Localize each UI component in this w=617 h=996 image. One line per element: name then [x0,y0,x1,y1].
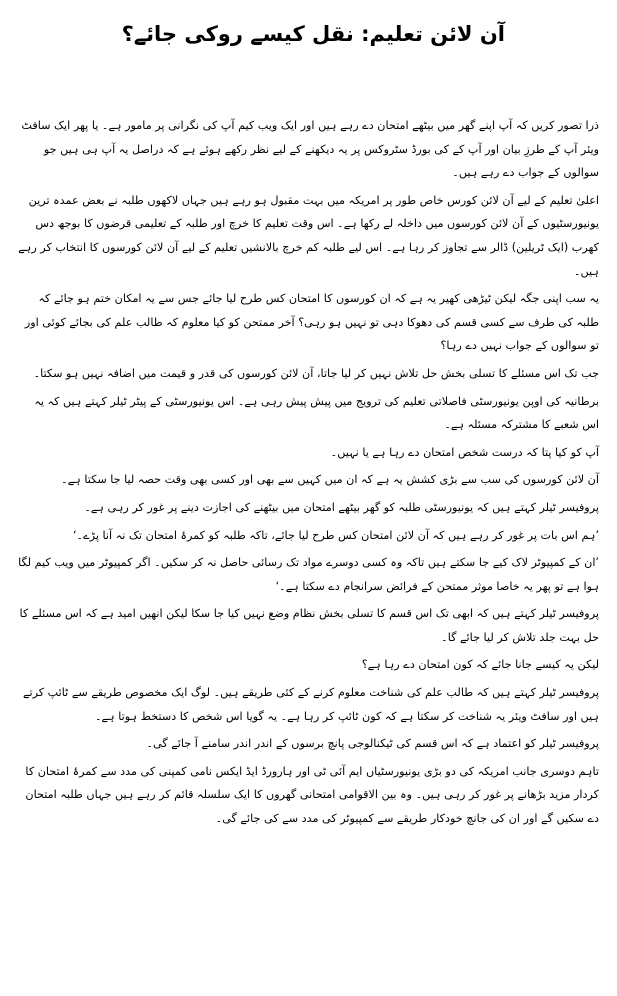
paragraph-12: لیکن یہ کیسے جانا جائے کہ کون امتحان دے رہا ہے؟ [361,658,599,672]
paragraph-13: پروفیسر ٹیلر کہتے ہیں کہ طالب علم کی شناخت معلوم کرنے کے کئی طریقے ہیں۔ لوگ ایک مخصوص طریقے سے ٹائپ کرتے ہیں اور سافٹ ویئر یہ شناخت کر سکتا ہے کہ کون ٹائپ کر رہا ہے۔ یہ گویا اس شخص کا دستخط ہوتا ہے۔ [22,686,599,723]
paragraph-2: اعلیٰ تعلیم کے لیے آن لائن کورس خاص طور پر امریکہ میں بہت مقبول ہو رہے ہیں جہاں لاکھوں طلبہ نے بعض عمدہ ترین یونیورسٹیوں کے آن لائن کورسوں میں داخلہ لے رکھا ہے۔ اس وقت تعلیم کا خرچ اور طلبہ کے تعلیمی قرضوں کا بوجھ دس کھرب (ایک ٹریلین) ڈالر سے تجاوز کر رہا ہے۔ اس لیے طلبہ کم خرچ بالانشیں تعلیم کے لیے آن لائن کورسوں کا انتخاب کر رہے ہیں۔ [18,193,599,278]
paragraph-8: پروفیسر ٹیلر کہتے ہیں کہ یونیورسٹی طلبہ کو گھر بیٹھے امتحان میں بیٹھنے کی اجازت دینے پر غور کر رہی ہے۔ [84,500,599,514]
paragraph-3: یہ سب اپنی جگہ لیکن ٹیڑھی کھیر یہ ہے کہ ان کورسوں کا امتحان کس طرح لیا جائے جس سے یہ امکان ختم ہو جائے کہ طلبہ کی طرف سے کسی قسم کی دھوکا دہی تو نہیں ہو رہی؟ آخر ممتحن کو کیا معلوم کہ طالب علم کی بجائے کوئی اور تو سوالوں کے جواب نہیں دے رہا؟ [24,292,599,353]
paragraph-7: آن لائن کورسوں کی سب سے بڑی کشش یہ ہے کہ ان میں کہیں سے بھی اور کسی بھی وقت حصہ لیا جا سکتا ہے۔ [61,473,599,487]
article-body [18,114,599,835]
paragraph-5: برطانیہ کی اوپن یونیورسٹی فاصلاتی تعلیم کی ترویج میں پیش پیش رہی ہے۔ اس یونیورسٹی کے پیٹر ٹیلر کہتے ہیں کہ یہ اس شعبے کا مشترکہ مسئلہ ہے۔ [34,394,599,432]
article-title: آن لائن تعلیم: نقل کیسے روکی جائے؟ [121,22,505,46]
paragraph-4: جب تک اس مسئلے کا تسلی بخش حل تلاش نہیں کر لیا جاتا، آن لائن کورسوں کی قدر و قیمت میں اضافہ نہیں ہو سکتا۔ [33,366,599,380]
paragraph-9: ’ہم اس بات پر غور کر رہے ہیں کہ آن لائن امتحان کس طرح لیا جائے، تاکہ طلبہ کو کمرۂ امتحان تک نہ آنا پڑے۔‘ [73,528,599,542]
paragraph-11: پروفیسر ٹیلر کہتے ہیں کہ ابھی تک اس قسم کا تسلی بخش نظام وضع نہیں کیا جا سکا لیکن انھیں امید ہے کہ اس مسئلے کا حل بہت جلد تلاش کر لیا جائے گا۔ [19,607,599,644]
paragraph-10: ’ان کے کمپیوٹر لاک کیے جا سکتے ہیں تاکہ وہ کسی دوسرے مواد تک رسائی حاصل نہ کر سکیں۔ اگر کمپیوٹر میں ویب کیم لگا ہوا ہے تو پھر یہ خاصا موثر ممتحن کے فرائض سرانجام دے سکتا ہے۔‘ [18,556,599,593]
paragraph-1: ذرا تصور کریں کہ آپ اپنے گھر میں بیٹھے امتحان دے رہے ہیں اور ایک ویب کیم آپ کی نگرانی پر مامور ہے۔ یا پھر ایک سافٹ ویئر آپ کے طرزِ بیان اور آپ کے کی بورڈ سٹروکس پر یہ دیکھنے کے لیے نظر رکھے ہوئے ہے کہ دراصل یہ آپ ہی ہیں جو سوالوں کے جواب دے رہے ہیں۔ [21,119,599,180]
paragraph-14: پروفیسر ٹیلر کو اعتماد ہے کہ اس قسم کی ٹیکنالوجی پانچ برسوں کے اندر اندر سامنے آ جائے گی۔ [146,737,599,751]
paragraph-15: تاہم دوسری جانب امریکہ کی دو بڑی یونیورسٹیاں ایم آئی ٹی اور ہارورڈ ایڈ ایکس نامی کمپنی کی مدد سے کمرۂ امتحان کا کردار مزید بڑھانے پر غور کر رہی ہیں۔ وہ بین الاقوامی امتحانی گھروں کا ایک سلسلہ قائم کر رہے ہیں جہاں طلبہ امتحان دے سکیں گے اور ان کی جانچ خودکار طریقے سے کمپیوٹر کی مدد سے کی جائے گی۔ [25,764,599,826]
paragraph-6: آپ کو کیا پتا کہ درست شخص امتحان دے رہا ہے یا نہیں۔ [330,445,599,459]
